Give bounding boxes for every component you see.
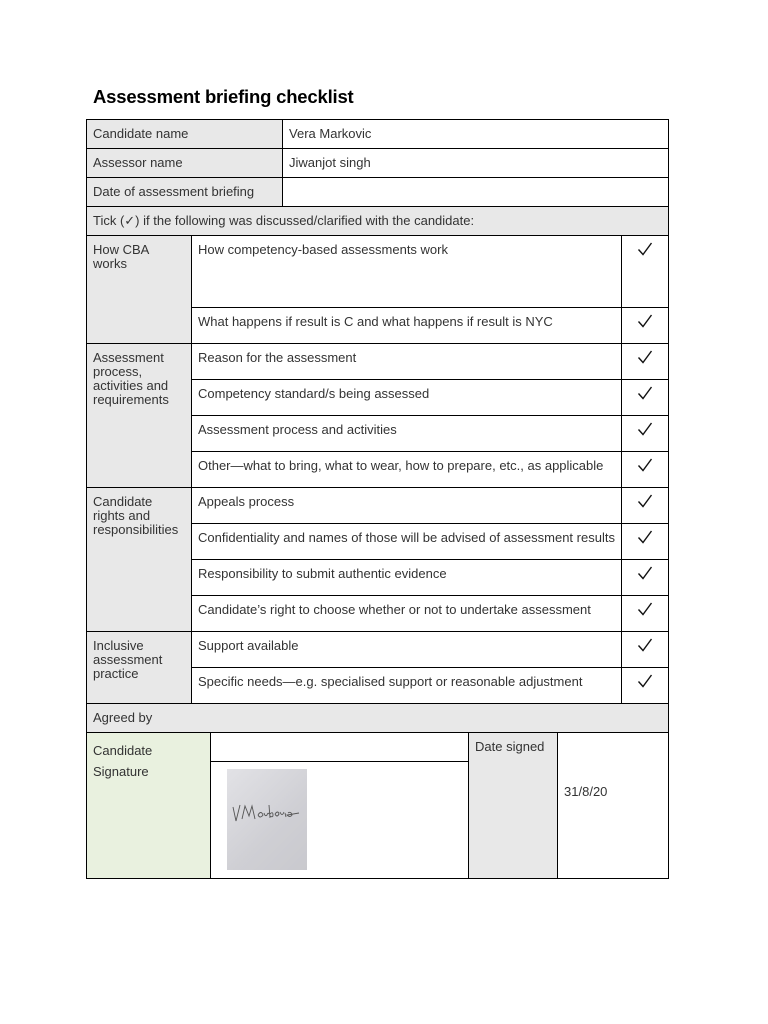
- check-icon: [637, 532, 653, 547]
- tick-cell[interactable]: [622, 596, 669, 632]
- tick-cell[interactable]: [622, 308, 669, 344]
- agreed-by-label: Agreed by: [87, 704, 669, 733]
- check-icon: [637, 316, 653, 331]
- tick-cell[interactable]: [622, 452, 669, 488]
- signature-row: [87, 733, 669, 762]
- group-label-assessment-process: Assessment process, activities and requirements: [87, 344, 192, 488]
- checklist-row: [87, 236, 669, 308]
- tick-cell[interactable]: [622, 668, 669, 704]
- tick-cell[interactable]: [622, 560, 669, 596]
- assessor-name-label: Assessor name: [87, 149, 283, 178]
- check-icon: [637, 244, 653, 259]
- signature-image-cell[interactable]: [211, 762, 469, 879]
- checklist-table: [86, 119, 669, 879]
- check-icon: [637, 640, 653, 655]
- page-title: Assessment briefing checklist: [93, 86, 354, 107]
- check-icon: [637, 460, 653, 475]
- date-signed-text: 31/8/20: [564, 783, 608, 799]
- tick-cell[interactable]: [622, 236, 669, 308]
- check-icon: [637, 676, 653, 691]
- briefing-date-row: [87, 178, 669, 207]
- item-text: Specific needs—e.g. specialised support or reasonable adjustment: [192, 668, 622, 704]
- check-icon: [637, 568, 653, 583]
- check-icon: [637, 604, 653, 619]
- item-text: What happens if result is C and what happens if result is NYC: [192, 308, 622, 344]
- check-icon: [637, 496, 653, 511]
- date-signed-label: Date signed: [469, 733, 558, 879]
- checklist-row: [87, 344, 669, 380]
- assessor-name-row: [87, 149, 669, 178]
- group-label-candidate-rights: Candidate rights and responsibilities: [87, 488, 192, 632]
- tick-cell[interactable]: [622, 416, 669, 452]
- candidate-label: Candidate: [93, 743, 153, 758]
- instruction-row: [87, 207, 669, 236]
- checklist-row: [87, 632, 669, 668]
- signature-image: [227, 769, 307, 870]
- check-icon: [637, 388, 653, 403]
- item-text: How competency-based assessments work: [192, 236, 622, 308]
- item-text: Other—what to bring, what to wear, how to prepare, etc., as applicable: [192, 452, 622, 488]
- tick-cell[interactable]: [622, 632, 669, 668]
- item-text: Candidate’s right to choose whether or not to undertake assessment: [192, 596, 622, 632]
- instruction-text: Tick (✓) if the following was discussed/clarified with the candidate:: [87, 207, 669, 236]
- group-label-how-cba: How CBA works: [87, 236, 192, 344]
- signature-name-cell[interactable]: [211, 733, 469, 762]
- item-text: Appeals process: [192, 488, 622, 524]
- candidate-name-value[interactable]: Vera Markovic: [283, 120, 669, 149]
- assessor-name-value[interactable]: Jiwanjot singh: [283, 149, 669, 178]
- candidate-signature-label: [87, 733, 211, 879]
- check-icon: [637, 424, 653, 439]
- candidate-name-row: [87, 120, 669, 149]
- signature-label: Signature: [93, 764, 149, 779]
- briefing-date-value[interactable]: [283, 178, 669, 207]
- tick-cell[interactable]: [622, 524, 669, 560]
- item-text: Competency standard/s being assessed: [192, 380, 622, 416]
- group-label-inclusive-practice: Inclusive assessment practice: [87, 632, 192, 704]
- item-text: Responsibility to submit authentic evidence: [192, 560, 622, 596]
- briefing-date-label: Date of assessment briefing: [87, 178, 283, 207]
- agreed-by-row: [87, 704, 669, 733]
- check-icon: [637, 352, 653, 367]
- item-text: Assessment process and activities: [192, 416, 622, 452]
- item-text: Confidentiality and names of those will be advised of assessment results: [192, 524, 622, 560]
- tick-cell[interactable]: [622, 344, 669, 380]
- tick-cell[interactable]: [622, 488, 669, 524]
- candidate-name-label: Candidate name: [87, 120, 283, 149]
- item-text: Support available: [192, 632, 622, 668]
- checklist-row: [87, 488, 669, 524]
- tick-cell[interactable]: [622, 380, 669, 416]
- item-text: Reason for the assessment: [192, 344, 622, 380]
- date-signed-value[interactable]: [558, 733, 669, 879]
